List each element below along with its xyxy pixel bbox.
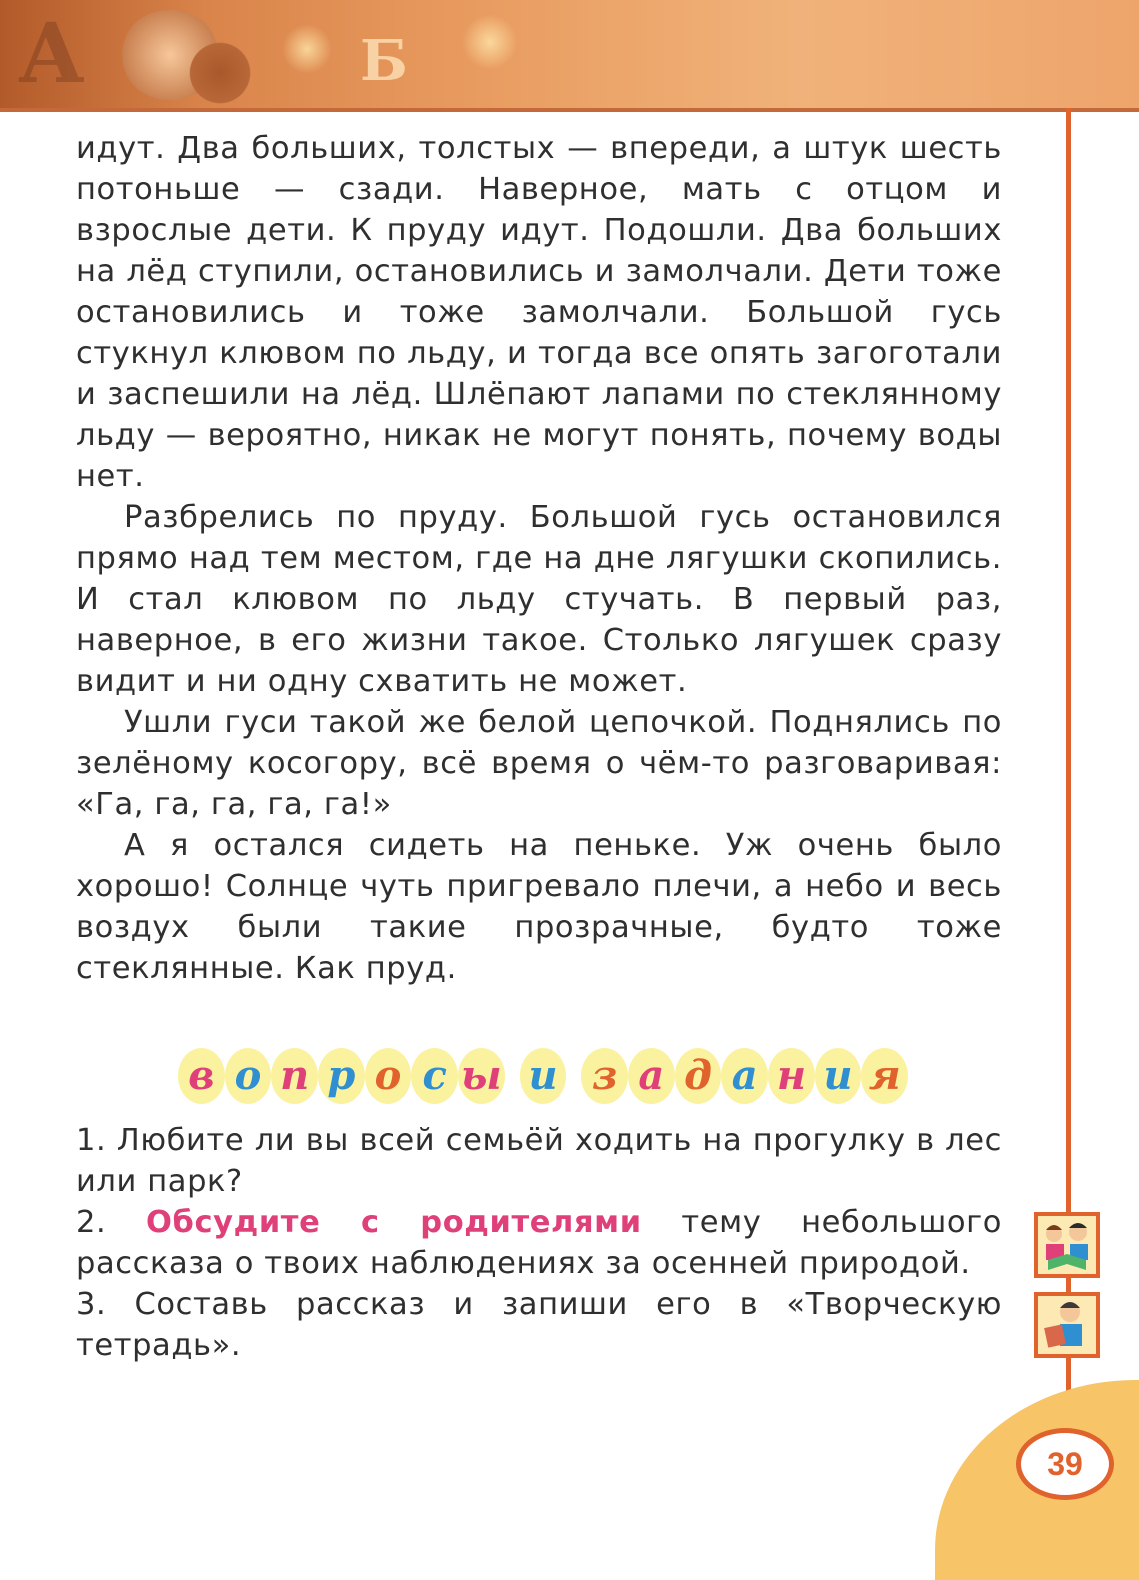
question-2-highlight: Обсудите с родителями <box>146 1205 642 1240</box>
header-letter: п <box>271 1048 318 1104</box>
page-number: 39 <box>1047 1445 1083 1482</box>
header-letter: с <box>411 1048 458 1104</box>
header-letter: а <box>628 1048 675 1104</box>
top-banner <box>0 0 1139 112</box>
header-letter: я <box>861 1048 908 1104</box>
header-letter: ы <box>458 1048 505 1104</box>
banner-letter-b: Б <box>360 28 408 94</box>
header-letter: н <box>768 1048 815 1104</box>
child-writing-icon <box>1034 1292 1100 1358</box>
header-letter: в <box>178 1048 225 1104</box>
question-2 <box>76 1202 1002 1284</box>
header-letter: р <box>318 1048 365 1104</box>
story-paragraph: Ушли гуси такой же белой цепочкой. Поднялись по зелёному косогору, всё время о чём-то разговаривая: «Га, га, га, га, га!» <box>76 705 1002 822</box>
header-letter: и <box>815 1048 862 1104</box>
header-letter: о <box>365 1048 412 1104</box>
story-paragraph: Разбрелись по пруду. Большой гусь остановился прямо над тем местом, где на дне лягушки скопились. И стал клювом по льду стучать. В первый раз, наверное, в его жизни такое. Столько лягушек сразу видит и ни одну схватить не может. <box>76 500 1002 699</box>
question-2-number: 2. <box>76 1205 147 1240</box>
page-number-badge <box>1016 1428 1114 1500</box>
header-letter: а <box>721 1048 768 1104</box>
family-reading-icon <box>1034 1212 1100 1278</box>
header-letter: д <box>675 1048 722 1104</box>
question-2-text: тему небольшого рассказа о твоих наблюдениях за осенней природой. <box>76 1205 1002 1281</box>
banner-letter-a: А <box>18 6 85 102</box>
banner-decoration <box>460 12 520 72</box>
story-paragraph: идут. Два больших, толстых — впереди, а штук шесть потоньше — сзади. Наверное, мать с отцом и взрослые дети. К пруду идут. Подошли. Два больших на лёд ступили, остановились и замолчали. Дети тоже остановились и тоже замолчали. Большой гусь стукнул клювом по льду, и тогда все опять загоготали и заспешили на лёд. Шлёпают лапами по стеклянному льду — вероятно, никак не могут понять, почему воды нет. <box>76 131 1002 494</box>
header-letter: и <box>520 1048 567 1104</box>
header-letter: о <box>225 1048 272 1104</box>
question-3: 3. Составь рассказ и запиши его в «Творческую тетрадь». <box>76 1287 1002 1363</box>
questions-list <box>76 1120 1002 1366</box>
banner-decoration <box>185 38 255 108</box>
header-letter: з <box>581 1048 628 1104</box>
question-1: 1. Любите ли вы всей семьёй ходить на прогулку в лес или парк? <box>76 1123 1002 1199</box>
banner-decoration <box>280 22 334 76</box>
story-paragraph: А я остался сидеть на пеньке. Уж очень было хорошо! Солнце чуть пригревало плечи, а небо и весь воздух были такие прозрачные, будто тоже стеклянные. Как пруд. <box>76 828 1002 986</box>
story-text <box>76 128 1002 989</box>
questions-and-tasks-header <box>178 1046 908 1106</box>
